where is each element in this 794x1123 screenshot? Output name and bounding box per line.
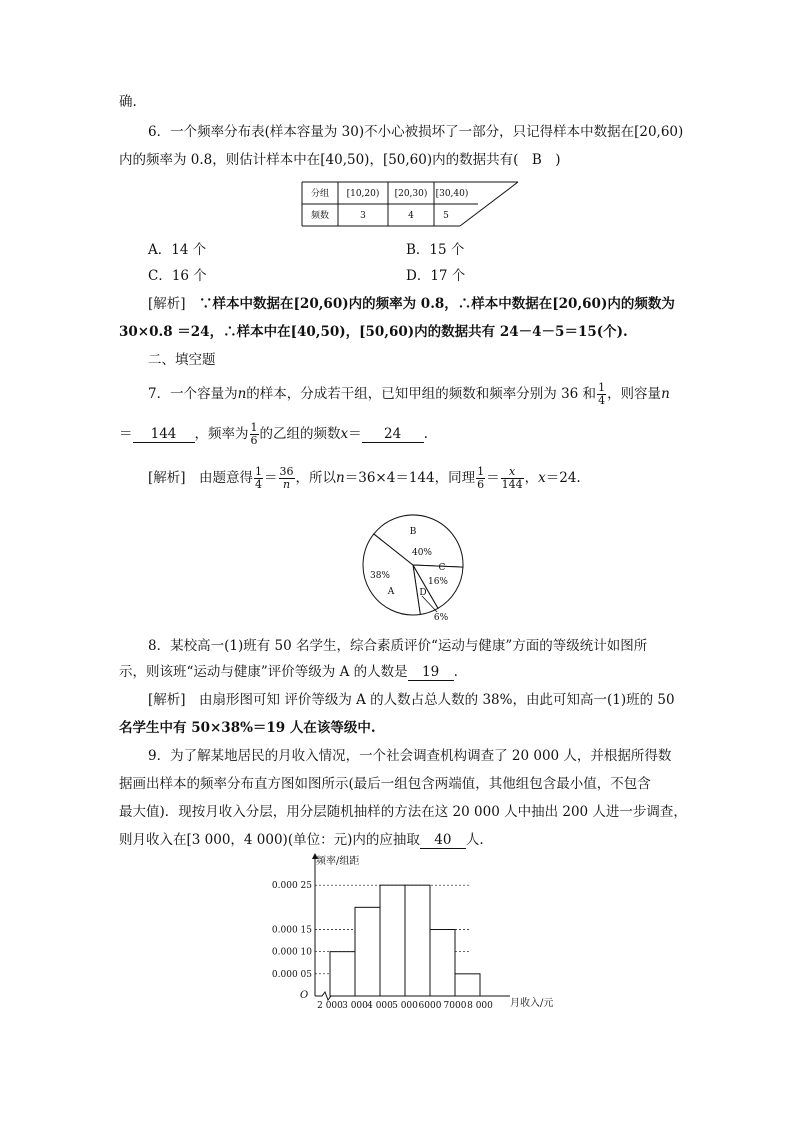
- histogram-chart: [260, 850, 570, 1010]
- q6-option-a: A．14 个: [148, 242, 207, 258]
- pie-percent-a: 38%: [369, 571, 391, 581]
- q8-solution-line1: [148, 690, 675, 710]
- top-fragment: 确.: [119, 94, 137, 110]
- solution-tag: [解析]: [148, 470, 186, 486]
- q7-sol-e: ＝24.: [545, 470, 581, 486]
- q8-answer: 19: [408, 664, 454, 681]
- x-tick-label: 8 000: [467, 1001, 493, 1010]
- q7-eq: ＝: [119, 426, 133, 442]
- x-tick-label: 3 000: [342, 1001, 368, 1010]
- q9-line1: 9．为了解某地居民的月收入情况，一个社会调查机构调查了 20 000 人，并根据所得数: [148, 748, 672, 764]
- q9-line4: [119, 830, 484, 850]
- q7-sol-frac-36-n: $\frac{36}{n}$: [279, 465, 294, 491]
- pie-percent-c: 16%: [427, 577, 449, 587]
- pie-chart: [355, 510, 475, 622]
- q7-var-x: x: [340, 426, 349, 442]
- pie-percent-d: 6%: [433, 613, 449, 622]
- q7-text-e: 的乙组的频数: [259, 426, 341, 442]
- histogram-bar: [430, 930, 455, 997]
- q6-frequency-table: [300, 180, 530, 230]
- q7-var-n-2: n: [661, 386, 670, 402]
- q7-text-b: 的样本，分成若干组，已知甲组的频数和频率分别为 36 和: [246, 386, 597, 402]
- y-tick-label: 0.000 15: [271, 925, 312, 936]
- pie-label-c: C: [438, 563, 446, 573]
- histogram-bar: [455, 974, 480, 996]
- q6-option-b: B．15 个: [406, 242, 465, 258]
- q6-option-d: D．17 个: [406, 268, 466, 284]
- pie-percent-b: 40%: [411, 548, 433, 558]
- x-tick-label: 5 000: [392, 1001, 418, 1010]
- pie-label-a: A: [387, 587, 395, 597]
- q7-sol-eq2: ＝: [486, 470, 500, 486]
- pie-label-b: B: [409, 527, 417, 537]
- solution-tag: [解析]: [148, 296, 186, 312]
- q7-sol-eq1: ＝: [264, 470, 278, 486]
- q7-eq2: ＝: [348, 426, 362, 442]
- q7-sol-var-x: x: [538, 470, 546, 486]
- q8-end: .: [453, 664, 458, 680]
- q7-sol-frac-1-6: $\frac{1}{6}$: [477, 465, 485, 491]
- table-count-3: 5: [443, 211, 449, 221]
- pie-label-d: D: [419, 588, 427, 598]
- x-tick-label: 4 000: [367, 1001, 393, 1010]
- q7-frac-1-4: $\frac{1}{4}$: [598, 381, 606, 407]
- q7-frac-1-6: $\frac{1}{6}$: [250, 421, 258, 447]
- table-count-1: 3: [360, 211, 366, 221]
- x-tick-label: 6000: [418, 1001, 442, 1010]
- y-tick-label: 0.000 25: [271, 881, 312, 892]
- q8-line2: [119, 662, 458, 682]
- q7-sol-frac-1-4: $\frac{1}{4}$: [255, 465, 263, 491]
- q9-line3: 最大值)．现按月收入分层，用分层随机抽样的方法在这 20 000 人中抽出 200 人进一步调查，: [119, 804, 687, 820]
- q6-solution-line2: 30×0.8 ＝24，∴样本中在[40,50)，[50,60)内的数据共有 24－4－5＝15(个).: [119, 324, 628, 340]
- q7-text-a: 7．一个容量为: [148, 386, 238, 402]
- q7-end: .: [423, 426, 428, 442]
- q6-line1: 6．一个频率分布表(样本容量为 30)不小心被损坏了一部分，只记得样本中数据在[20,60): [148, 124, 684, 140]
- q8-text: 示，则该班“运动与健康”评价等级为 A 的人数是: [119, 664, 408, 680]
- histogram-bar: [330, 952, 355, 996]
- q7-solution: [148, 466, 581, 491]
- q7-answer-2: 24: [362, 426, 424, 443]
- q7-text-c: ，则容量: [607, 386, 662, 402]
- q8-line1: 8．某校高一(1)班有 50 名学生，综合素质评价“运动与健康”方面的等级统计如图所: [148, 638, 648, 654]
- q8-solution-text1: 由扇形图可知 评价等级为 A 的人数占总人数的 38%，由此可知高一(1)班的 50: [199, 692, 675, 708]
- q6-solution-line1: [148, 294, 675, 314]
- table-group-1: [10,20): [346, 189, 380, 199]
- q9-answer: 40: [420, 832, 466, 849]
- q7-sol-frac-x-144: $\frac{x}{144}$: [501, 465, 523, 491]
- q9-text: 则月收入在[3 000，4 000)(单位：元)内的应抽取: [119, 832, 420, 848]
- q7-var-n: n: [237, 386, 247, 402]
- table-row-label-count: 频数: [310, 211, 330, 221]
- x-tick-label: 7000: [443, 1001, 467, 1010]
- q9-end: 人.: [465, 832, 484, 848]
- q9-line2: 据画出样本的频率分布直方图如图所示(最后一组包含两端值，其他组包含最小值，不包含: [119, 776, 651, 792]
- histogram-bar: [405, 885, 430, 996]
- q7-line2: [119, 422, 428, 447]
- histogram-bar: [355, 907, 380, 996]
- x-tick-label: 2 000: [317, 1001, 343, 1010]
- q7-text-d: ，频率为: [194, 426, 249, 442]
- y-tick-label: 0.000 10: [271, 947, 312, 958]
- q7-sol-d: ，: [524, 470, 539, 486]
- table-group-2: [20,30): [394, 189, 428, 199]
- origin-label: O: [300, 990, 309, 1001]
- q7-answer-1: 144: [133, 426, 195, 443]
- q7-sol-b: ，所以: [295, 470, 337, 486]
- y-axis-label: 频率/组距: [316, 856, 360, 867]
- table-count-2: 4: [408, 211, 414, 221]
- q7-sol-var-n: n: [336, 470, 345, 486]
- section-title: 二、填空题: [148, 352, 216, 368]
- q6-line2: 内的频率为 0.8，则估计样本中在[40,50)，[50,60)内的数据共有( B ): [119, 152, 561, 168]
- table-group-3: [30,40): [435, 189, 469, 199]
- y-tick-label: 0.000 05: [271, 969, 312, 980]
- solution-tag: [解析]: [148, 692, 186, 708]
- table-row-label-group: 分组: [310, 189, 330, 199]
- q8-solution-line2: 名学生中有 50×38%＝19 人在该等级中.: [119, 720, 376, 736]
- histogram-bar: [380, 885, 405, 996]
- q7-sol-a: 由题意得: [199, 470, 254, 486]
- q7-sol-c: ＝36×4＝144，同理: [344, 470, 476, 486]
- q6-solution-text1: ∵样本中数据在[20,60)内的频率为 0.8，∴样本中数据在[20,60)内的频数为: [199, 296, 675, 312]
- x-axis-label: 月收入/元: [510, 998, 554, 1009]
- q7-line1: [148, 382, 670, 407]
- q6-option-c: C．16 个: [148, 268, 207, 284]
